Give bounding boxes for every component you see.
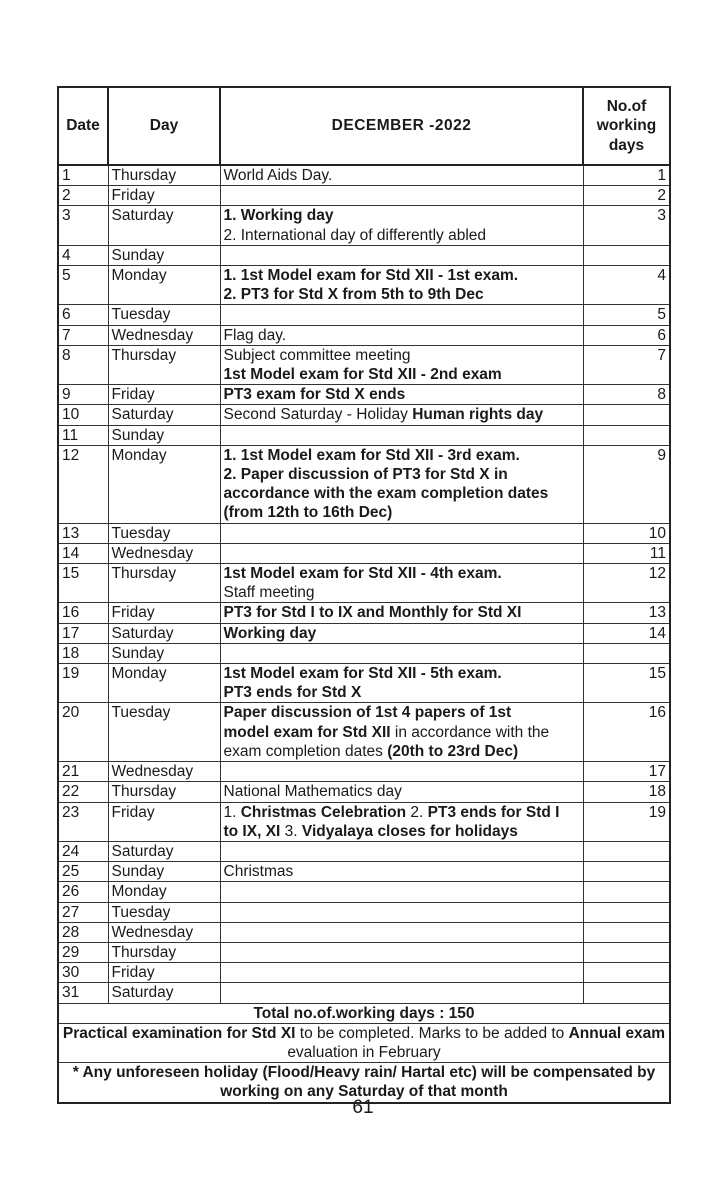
date-cell: 23 [58, 802, 108, 841]
event-line [224, 803, 580, 822]
table-row [58, 841, 670, 861]
header-working-days: No.of working days [583, 87, 670, 165]
date-cell: 16 [58, 603, 108, 623]
day-cell: Friday [108, 186, 220, 206]
event-cell [220, 882, 583, 902]
event-text: 1. [223, 803, 241, 821]
date-cell: 14 [58, 543, 108, 563]
event-line: National Mathematics day [223, 783, 402, 801]
table-row [58, 983, 670, 1003]
event-cell [220, 603, 583, 623]
event-cell [220, 963, 583, 983]
working-day-count-cell [583, 942, 670, 962]
date-cell: 5 [58, 266, 108, 305]
day-cell: Saturday [108, 206, 220, 245]
date-cell: 31 [58, 983, 108, 1003]
working-day-count-cell: 8 [583, 385, 670, 405]
day-cell: Saturday [108, 983, 220, 1003]
date-cell: 22 [58, 782, 108, 802]
day-cell: Tuesday [108, 902, 220, 922]
table-row [58, 543, 670, 563]
working-day-count-cell [583, 922, 670, 942]
event-cell [220, 762, 583, 782]
table-row [58, 902, 670, 922]
day-cell: Friday [108, 385, 220, 405]
event-text: Vidyalaya closes for holidays [301, 822, 518, 840]
table-row [58, 603, 670, 623]
working-day-count-cell: 10 [583, 523, 670, 543]
working-day-count-cell [583, 405, 670, 425]
date-cell: 11 [58, 425, 108, 445]
day-cell: Monday [108, 266, 220, 305]
date-cell: 17 [58, 623, 108, 643]
working-day-count-cell: 11 [583, 543, 670, 563]
table-row [58, 305, 670, 325]
date-cell: 21 [58, 762, 108, 782]
day-cell: Thursday [108, 942, 220, 962]
date-cell: 12 [58, 445, 108, 523]
event-cell [220, 425, 583, 445]
table-row [58, 325, 670, 345]
event-line: World Aids Day. [223, 167, 333, 184]
event-line: PT3 ends for Std X [223, 684, 362, 702]
total-row [58, 1003, 670, 1023]
date-cell: 19 [58, 664, 108, 703]
practical-note-text: to be completed. Marks to be added to [295, 1024, 569, 1042]
day-cell: Monday [108, 882, 220, 902]
day-cell: Saturday [108, 841, 220, 861]
table-row [58, 643, 670, 663]
date-cell: 4 [58, 245, 108, 265]
practical-exam-note [58, 1023, 670, 1062]
page-number: 61 [352, 1097, 374, 1118]
working-day-count-cell [583, 425, 670, 445]
working-day-count-cell [583, 963, 670, 983]
date-cell: 18 [58, 643, 108, 663]
table-row [58, 882, 670, 902]
day-cell: Tuesday [108, 523, 220, 543]
table-row [58, 862, 670, 882]
event-text: in accordance with the [390, 723, 550, 741]
practical-note-row [58, 1023, 670, 1062]
event-cell [220, 942, 583, 962]
event-cell [220, 703, 583, 762]
day-cell: Sunday [108, 425, 220, 445]
day-cell: Wednesday [108, 325, 220, 345]
event-text: (20th to 23rd Dec) [387, 742, 519, 760]
event-line: Staff meeting [223, 584, 315, 602]
table-row [58, 802, 670, 841]
day-cell: Thursday [108, 564, 220, 603]
event-cell [220, 186, 583, 206]
event-line [224, 742, 580, 761]
date-cell: 26 [58, 882, 108, 902]
day-cell: Wednesday [108, 762, 220, 782]
date-cell: 15 [58, 564, 108, 603]
event-cell [220, 523, 583, 543]
event-text: exam completion dates [223, 742, 388, 760]
event-line: 1st Model exam for Std XII - 4th exam. [223, 565, 502, 583]
event-cell [220, 564, 583, 603]
day-cell: Saturday [108, 405, 220, 425]
table-row [58, 266, 670, 305]
event-text: Second Saturday - Holiday [223, 406, 413, 424]
event-cell [220, 305, 583, 325]
december-calendar-table [57, 86, 671, 1104]
day-cell: Saturday [108, 623, 220, 643]
working-day-count-cell [583, 882, 670, 902]
event-line: 1st Model exam for Std XII - 5th exam. [223, 665, 502, 683]
event-line: 1. 1st Model exam for Std XII - 1st exam. [223, 267, 519, 285]
event-cell [220, 983, 583, 1003]
practical-note-text: Annual exam [568, 1024, 666, 1042]
event-text: PT3 ends for Std I [427, 803, 560, 821]
event-cell [220, 405, 583, 425]
table-row [58, 425, 670, 445]
table-row [58, 245, 670, 265]
table-row [58, 405, 670, 425]
event-cell [220, 862, 583, 882]
day-cell: Tuesday [108, 703, 220, 762]
event-cell [220, 643, 583, 663]
header-day: Day [108, 87, 220, 165]
day-cell: Wednesday [108, 922, 220, 942]
working-day-count-cell [583, 862, 670, 882]
date-cell: 28 [58, 922, 108, 942]
holiday-compensation-note: * Any unforeseen holiday (Flood/Heavy rain/ Hartal etc) will be compensated by working on any Saturday of that month [58, 1063, 670, 1103]
table-row [58, 165, 670, 186]
event-cell [220, 841, 583, 861]
practical-note-text: Practical examination for Std XI [62, 1024, 296, 1042]
event-cell [220, 664, 583, 703]
table-row [58, 206, 670, 245]
event-line [224, 723, 580, 742]
working-day-count-cell: 3 [583, 206, 670, 245]
date-cell: 9 [58, 385, 108, 405]
working-day-count-cell: 19 [583, 802, 670, 841]
working-day-count-cell: 7 [583, 345, 670, 384]
event-cell [220, 245, 583, 265]
working-day-count-cell: 9 [583, 445, 670, 523]
working-day-count-cell: 13 [583, 603, 670, 623]
event-cell [220, 445, 583, 523]
event-line: 1. Working day [223, 207, 334, 225]
event-text: model exam for Std XII [223, 723, 391, 741]
table-row [58, 762, 670, 782]
event-line: Christmas [223, 863, 294, 881]
day-cell: Thursday [108, 165, 220, 186]
event-line: Flag day. [223, 326, 287, 344]
event-line: Paper discussion of 1st 4 papers of 1st [223, 704, 512, 722]
date-cell: 8 [58, 345, 108, 384]
working-day-count-cell: 16 [583, 703, 670, 762]
event-cell [220, 922, 583, 942]
day-cell: Friday [108, 802, 220, 841]
calendar-body [58, 165, 670, 1003]
table-row [58, 385, 670, 405]
event-cell [220, 266, 583, 305]
event-cell [220, 345, 583, 384]
date-cell: 2 [58, 186, 108, 206]
event-cell [220, 385, 583, 405]
total-working-days: Total no.of.working days : 150 [58, 1003, 670, 1023]
date-cell: 20 [58, 703, 108, 762]
table-row [58, 963, 670, 983]
working-day-count-cell [583, 841, 670, 861]
working-day-count-cell: 17 [583, 762, 670, 782]
event-line: 2. Paper discussion of PT3 for Std X in [223, 466, 508, 484]
event-line: accordance with the exam completion dates [223, 485, 549, 503]
event-line [224, 822, 580, 841]
table-header-row [58, 87, 670, 165]
day-cell: Friday [108, 603, 220, 623]
date-cell: 10 [58, 405, 108, 425]
date-cell: 25 [58, 862, 108, 882]
event-cell [220, 325, 583, 345]
event-text: Human rights day [412, 406, 544, 424]
event-line: Working day [223, 624, 317, 642]
event-cell [220, 802, 583, 841]
working-day-count-cell: 18 [583, 782, 670, 802]
date-cell: 30 [58, 963, 108, 983]
table-row [58, 703, 670, 762]
day-cell: Sunday [108, 643, 220, 663]
working-day-count-cell [583, 643, 670, 663]
table-row [58, 942, 670, 962]
event-line: PT3 for Std I to IX and Monthly for Std XI [223, 604, 522, 622]
day-cell: Sunday [108, 245, 220, 265]
working-day-count-cell: 4 [583, 266, 670, 305]
working-day-count-cell: 2 [583, 186, 670, 206]
event-text: Christmas Celebration [240, 803, 407, 821]
date-cell: 29 [58, 942, 108, 962]
event-line: 1st Model exam for Std XII - 2nd exam [223, 366, 502, 384]
working-day-count-cell: 6 [583, 325, 670, 345]
day-cell: Sunday [108, 862, 220, 882]
day-cell: Monday [108, 445, 220, 523]
date-cell: 13 [58, 523, 108, 543]
event-cell [220, 206, 583, 245]
event-text: 2. [406, 803, 428, 821]
date-cell: 3 [58, 206, 108, 245]
table-row [58, 664, 670, 703]
event-line: 2. PT3 for Std X from 5th to 9th Dec [223, 286, 484, 304]
table-row [58, 623, 670, 643]
working-day-count-cell: 15 [583, 664, 670, 703]
table-row [58, 445, 670, 523]
working-day-count-cell: 14 [583, 623, 670, 643]
event-line: 2. International day of differently abled [223, 226, 487, 244]
working-day-count-cell [583, 902, 670, 922]
date-cell: 6 [58, 305, 108, 325]
event-line: PT3 exam for Std X ends [223, 386, 406, 404]
calendar-sheet [57, 86, 669, 1104]
event-text: to IX, XI [223, 822, 281, 840]
table-row [58, 186, 670, 206]
header-date: Date [58, 87, 108, 165]
date-cell: 24 [58, 841, 108, 861]
date-cell: 1 [58, 165, 108, 186]
event-cell [220, 165, 583, 186]
day-cell: Tuesday [108, 305, 220, 325]
event-text: 3. [280, 822, 302, 840]
date-cell: 27 [58, 902, 108, 922]
day-cell: Monday [108, 664, 220, 703]
event-line: Subject committee meeting [223, 346, 411, 364]
working-day-count-cell [583, 245, 670, 265]
working-day-count-cell: 5 [583, 305, 670, 325]
event-line: (from 12th to 16th Dec) [223, 504, 393, 522]
working-day-count-cell [583, 983, 670, 1003]
event-cell [220, 782, 583, 802]
header-month-title: DECEMBER -2022 [220, 87, 583, 165]
event-cell [220, 902, 583, 922]
table-row [58, 564, 670, 603]
table-row [58, 922, 670, 942]
table-row [58, 345, 670, 384]
working-day-count-cell: 12 [583, 564, 670, 603]
working-day-count-cell: 1 [583, 165, 670, 186]
event-cell [220, 543, 583, 563]
event-line: 1. 1st Model exam for Std XII - 3rd exam. [223, 446, 520, 464]
event-line [224, 405, 580, 424]
date-cell: 7 [58, 325, 108, 345]
day-cell: Wednesday [108, 543, 220, 563]
table-row [58, 782, 670, 802]
day-cell: Thursday [108, 345, 220, 384]
table-row [58, 523, 670, 543]
day-cell: Thursday [108, 782, 220, 802]
practical-note-text: evaluation in February [287, 1043, 441, 1061]
day-cell: Friday [108, 963, 220, 983]
event-cell [220, 623, 583, 643]
